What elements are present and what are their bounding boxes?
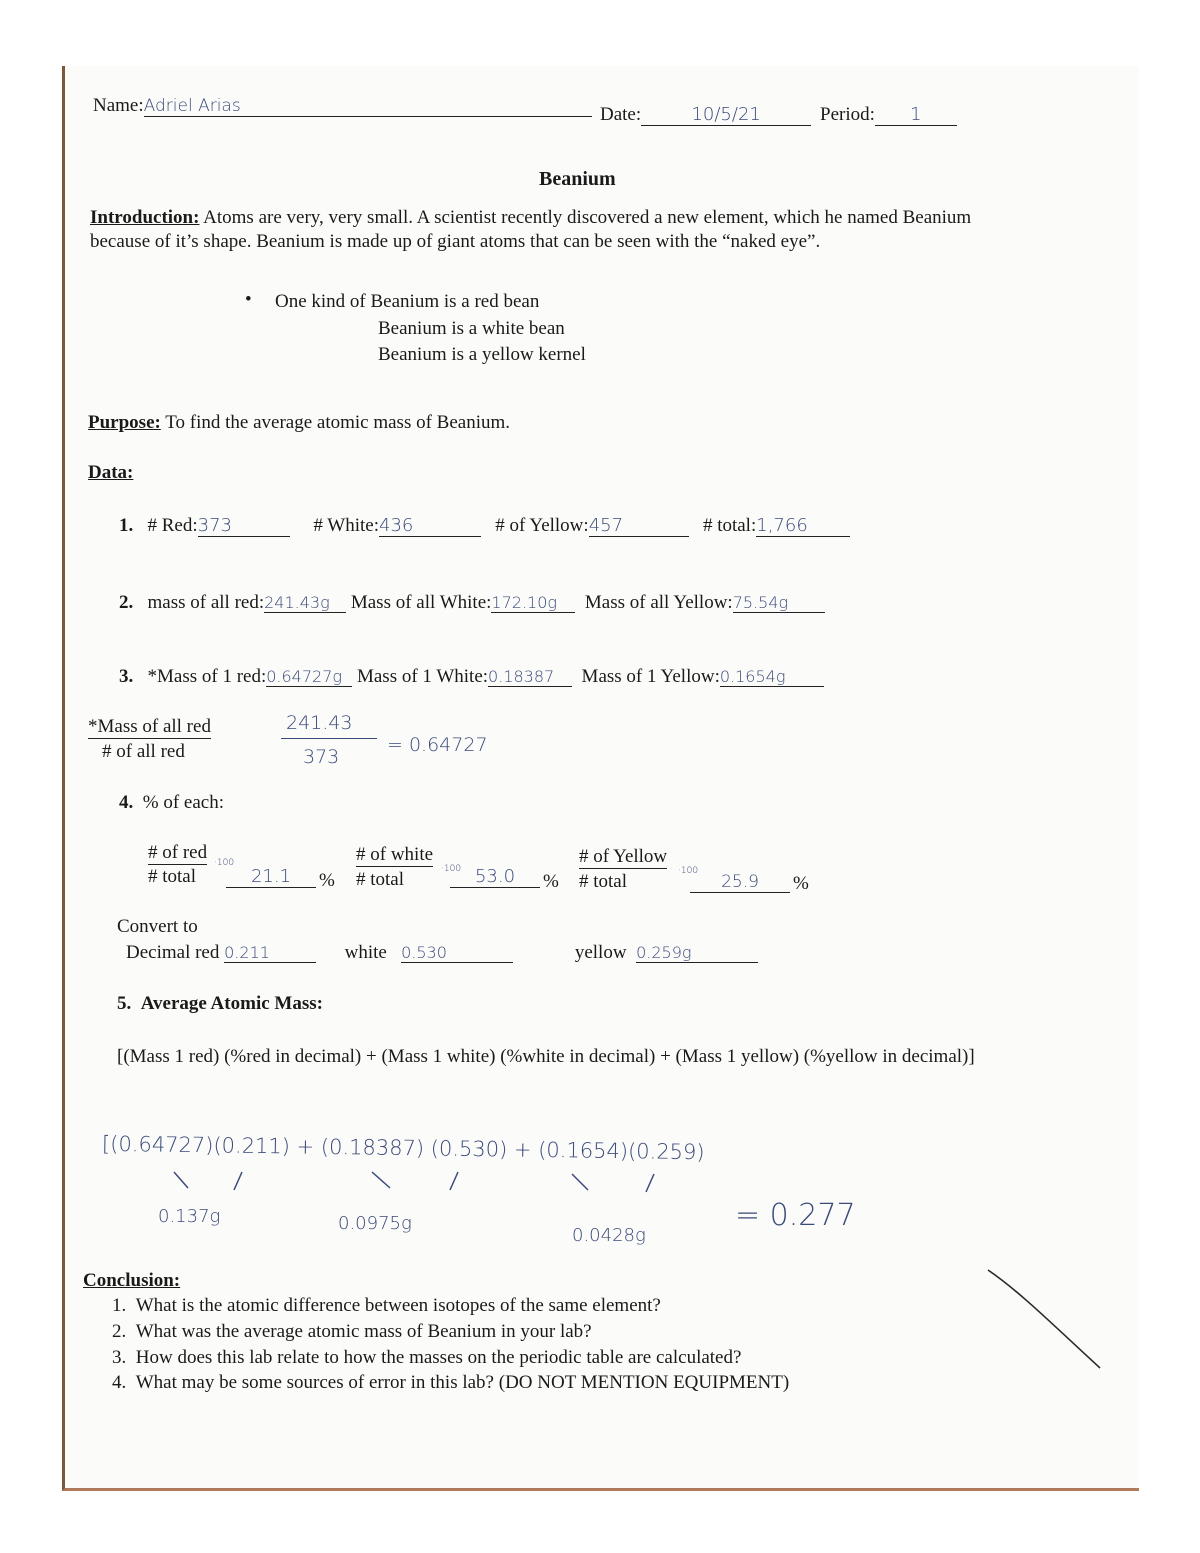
q1-total-label: # total: [702, 515, 757, 536]
hw-result-red: 0.137g [158, 1206, 221, 1227]
yellow-percent-field[interactable]: 25.9 [690, 872, 790, 893]
hw-fraction-bar [281, 738, 377, 739]
intro-text-1: Atoms are very, very small. A scientist recently discovered a new element, which he named Beanium [199, 207, 972, 228]
name-label: Name: [93, 95, 144, 116]
hw-work-expression: [(0.64727)(0.211) + (0.18387) (0.530) + (0.1654)(0.259) [101, 1131, 705, 1165]
conclusion-item-1 [112, 1295, 661, 1317]
conclusion-question: What was the average atomic mass of Beanium in your lab? [135, 1321, 592, 1342]
conclusion-heading: Conclusion: [83, 1270, 181, 1291]
convert-label-1: Convert to [117, 916, 198, 937]
date-line [600, 104, 811, 126]
pen-stroke [980, 1262, 1120, 1382]
red-numerator: # of red [148, 842, 208, 863]
q1-total-field[interactable]: 1,766 [756, 515, 850, 537]
conclusion-number: 4. [112, 1372, 127, 1393]
q4-heading [119, 792, 224, 814]
intro-line-1 [90, 207, 971, 229]
q2-yellow-label: Mass of all Yellow: [584, 592, 733, 613]
hw-numerator: 241.43 [286, 712, 353, 734]
red-percent-sign: % [319, 870, 335, 891]
work-arrows [150, 1168, 670, 1204]
date-field[interactable]: 10/5/21 [641, 104, 811, 126]
q2-number: 2. [119, 592, 134, 613]
q2-white-label: Mass of all White: [350, 592, 492, 613]
name-field[interactable]: Adriel Arias [144, 96, 592, 117]
white-times-100: ·100 [441, 864, 462, 874]
period-field[interactable]: 1 [875, 104, 957, 126]
yellow-decimal-label: yellow [574, 942, 627, 963]
arrow-right-1 [234, 1172, 242, 1190]
q3-yellow-label: Mass of 1 Yellow: [581, 666, 720, 687]
white-percent-sign: % [543, 871, 559, 892]
intro-text-2: because of it’s shape. Beanium is made up of giant atoms that can be seen with the “naked eye”. [90, 231, 821, 252]
red-denominator: # total [148, 866, 197, 887]
purpose-label: Purpose: [88, 412, 161, 433]
convert-label-2: Decimal red [126, 942, 220, 963]
red-decimal-field[interactable]: 0.211 [224, 943, 316, 963]
q1-yellow-field[interactable]: 457 [589, 515, 689, 537]
bullet-icon: • [245, 289, 252, 310]
q1-row [119, 515, 850, 537]
note-numerator: *Mass of all red [88, 716, 211, 737]
q3-red-field[interactable]: 0.64727g [266, 667, 352, 687]
hw-result-white: 0.0975g [338, 1213, 412, 1234]
arrow-left-1 [174, 1172, 188, 1188]
yellow-percent-sign: % [793, 873, 809, 894]
conclusion-item-2 [112, 1321, 592, 1343]
purpose-line [88, 412, 510, 434]
q2-yellow-field[interactable]: 75.54g [733, 593, 825, 613]
arrow-right-2 [450, 1172, 458, 1190]
q1-white-label: # White: [313, 515, 379, 536]
data-heading: Data: [88, 462, 134, 483]
hw-result-yellow: 0.0428g [572, 1225, 646, 1246]
white-decimal-field[interactable]: 0.530 [401, 943, 513, 963]
q3-row [119, 666, 824, 688]
conclusion-number: 3. [112, 1347, 127, 1368]
white-percent-field[interactable]: 53.0 [450, 866, 540, 888]
date-label: Date: [600, 104, 642, 125]
hw-final-answer: = 0.277 [735, 1198, 856, 1233]
yellow-decimal-field[interactable]: 0.259g [636, 943, 758, 963]
conclusion-question: How does this lab relate to how the masses on the periodic table are calculated? [135, 1347, 742, 1368]
q3-red-label: *Mass of 1 red: [147, 666, 267, 687]
q3-yellow-field[interactable]: 0.1654g [720, 667, 824, 687]
red-times-100: ·100 [214, 858, 235, 868]
q1-white-field[interactable]: 436 [379, 515, 481, 537]
arrow-left-3 [572, 1174, 588, 1190]
q3-white-field[interactable]: 0.18387 [488, 667, 572, 687]
pen-stroke-line [988, 1270, 1100, 1368]
q2-red-label: mass of all red: [147, 592, 265, 613]
conclusion-question: What may be some sources of error in this lab? (DO NOT MENTION EQUIPMENT) [135, 1372, 790, 1393]
conclusion-number: 2. [112, 1321, 127, 1342]
conclusion-number: 1. [112, 1295, 127, 1316]
conclusion-question: What is the atomic difference between isotopes of the same element? [135, 1295, 661, 1316]
intro-item-1: One kind of Beanium is a red bean [275, 291, 540, 312]
q1-number: 1. [119, 515, 134, 536]
note-denominator: # of all red [102, 741, 185, 762]
yellow-times-100: ·100 [678, 866, 699, 876]
q4-number: 4. [119, 792, 134, 813]
period-label: Period: [820, 104, 875, 125]
q1-red-field[interactable]: 373 [198, 515, 290, 537]
red-percent-field[interactable]: 21.1 [226, 866, 316, 888]
intro-label: Introduction: [90, 207, 200, 228]
q5-number: 5. [117, 993, 132, 1014]
name-line [93, 95, 592, 117]
q3-white-label: Mass of 1 White: [356, 666, 489, 687]
arrow-left-2 [372, 1172, 390, 1188]
q5-heading [117, 993, 323, 1015]
hw-result: = 0.64727 [387, 734, 488, 756]
period-line [820, 104, 957, 126]
convert-row [126, 942, 758, 964]
intro-item-3: Beanium is a yellow kernel [378, 344, 586, 365]
yellow-denominator: # total [579, 871, 628, 892]
hw-denominator: 373 [303, 746, 340, 768]
arrow-right-3 [646, 1174, 654, 1192]
q2-row [119, 592, 825, 614]
q2-white-field[interactable]: 172.10g [491, 593, 575, 613]
q4-label: % of each: [142, 792, 224, 813]
intro-item-2: Beanium is a white bean [378, 318, 565, 339]
purpose-text: To find the average atomic mass of Beanium. [160, 412, 511, 433]
white-decimal-label: white [344, 942, 387, 963]
worksheet-page [62, 66, 1139, 1491]
conclusion-item-3 [112, 1347, 741, 1369]
q5-label: Average Atomic Mass: [140, 993, 323, 1014]
q1-yellow-label: # of Yellow: [495, 515, 589, 536]
yellow-numerator: # of Yellow [579, 846, 668, 867]
q1-red-label: # Red: [147, 515, 198, 536]
white-numerator: # of white [356, 844, 434, 865]
page-title: Beanium [539, 168, 616, 190]
q3-number: 3. [119, 666, 134, 687]
q5-formula: [(Mass 1 red) (%red in decimal) + (Mass 1 white) (%white in decimal) + (Mass 1 yellow) (%yellow in decimal)] [117, 1046, 975, 1067]
q2-red-field[interactable]: 241.43g [264, 593, 346, 613]
conclusion-item-4 [112, 1372, 789, 1394]
white-denominator: # total [356, 869, 405, 890]
